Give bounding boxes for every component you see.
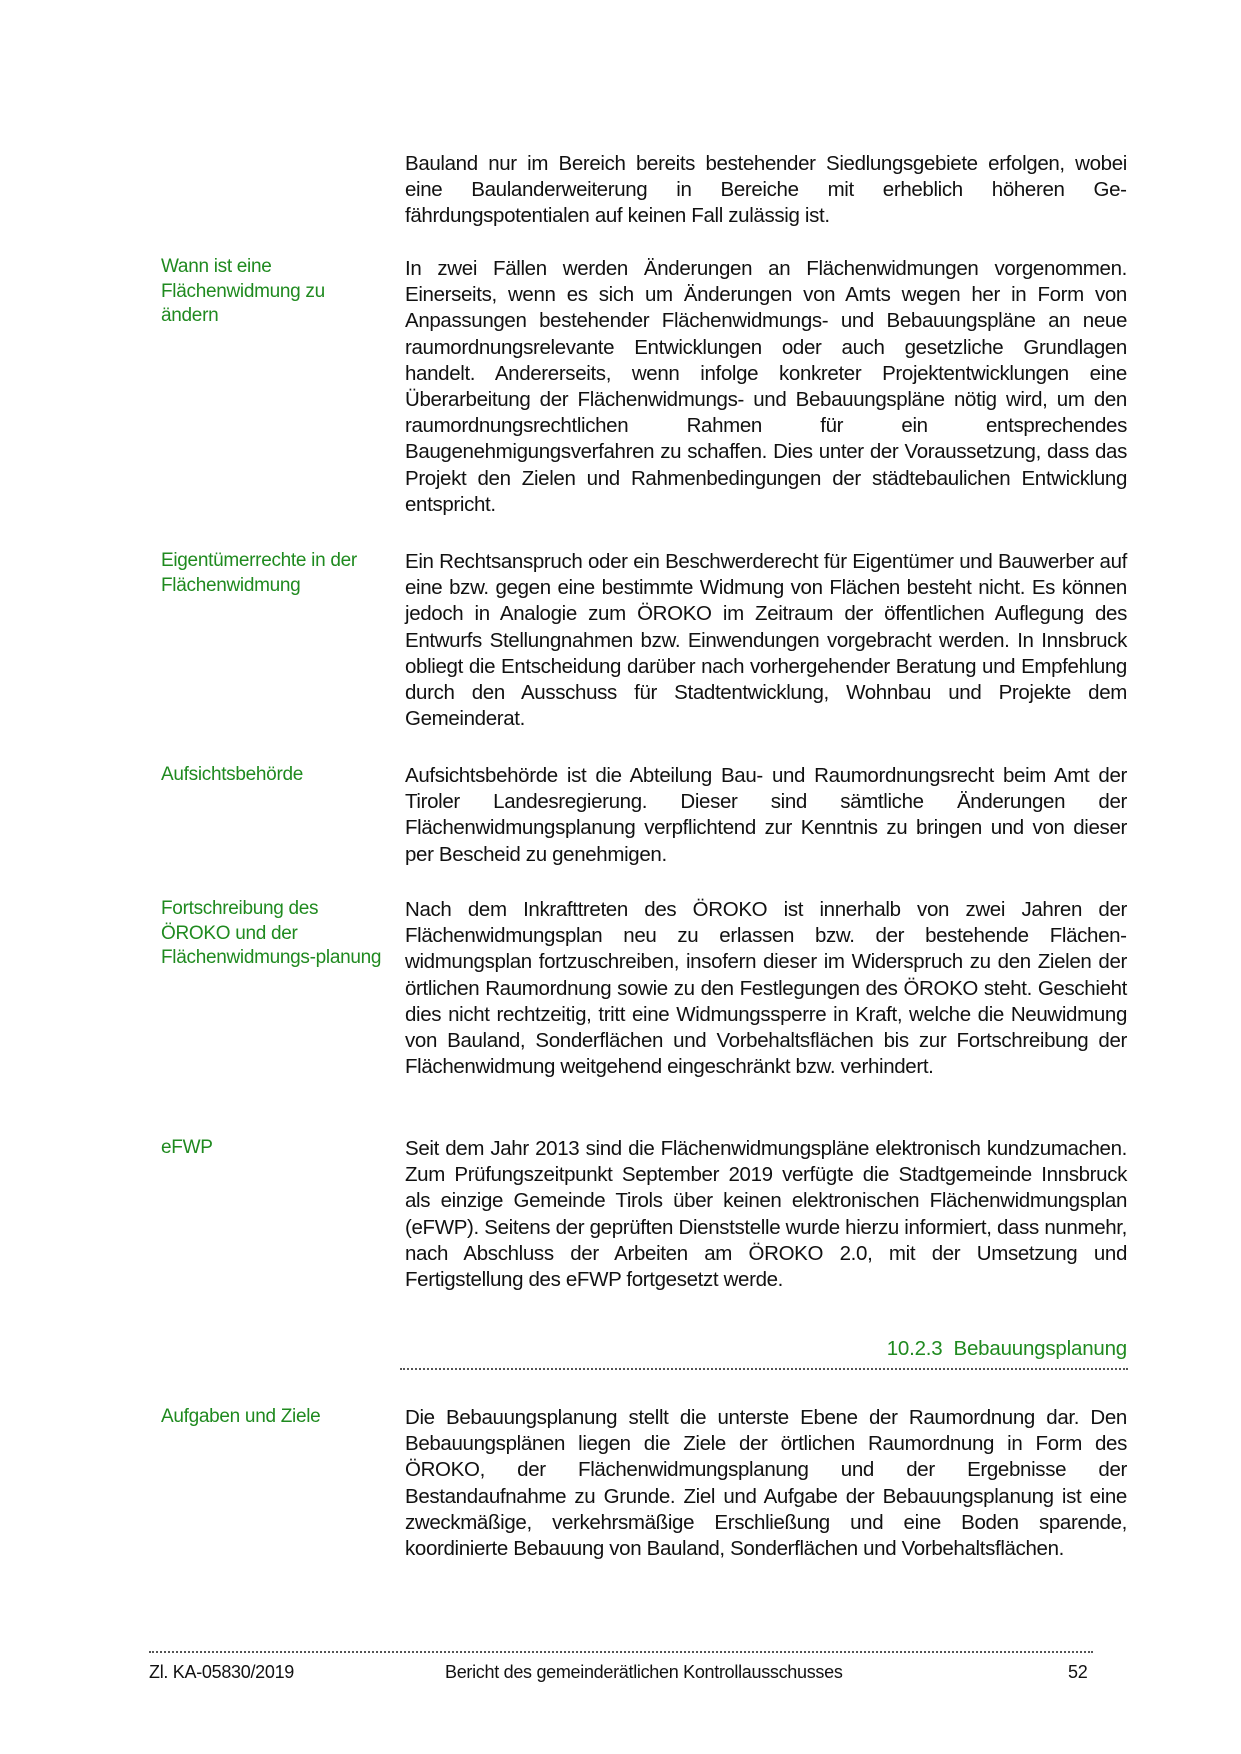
sidenote-eigentuemerrechte: Eigentümerrechte in der Flächenwidmung xyxy=(161,550,357,596)
paragraph-fortschreibung: Nach dem Inkrafttreten des ÖROKO ist innerhalb von zwei Jahren der Flächenwidmungsplan neu zu erlassen bzw. der bestehende Flächenwidmungsplan fortzuschreiben, insofern dieser im Widerspruch zu den Zielen der örtlichen Raumordnung sowie zu den Festlegungen des ÖROKO steht. Geschieht dies nicht rechtzeitig, tritt eine Widmungssperre in Kraft, welche die Neuwidmung von Bauland, Sonderflächen und Vorbehaltsflächen bis zur Fortschreibung der Flächenwidmung weitgehend eingeschränkt bzw. verhindert. xyxy=(405,898,1127,1079)
paragraph-continuation: Bauland nur im Bereich bereits bestehender Siedlungsgebiete erfolgen, wobei eine Baulanderweiterung in Bereiche mit erheblich höheren Gefährdungspotentialen auf keinen Fall zulässig ist. xyxy=(405,152,1127,228)
sidenote-aufsichtsbehoerde: Aufsichtsbehörde xyxy=(161,764,304,785)
paragraph-wann-aendern: In zwei Fällen werden Änderungen an Flächenwidmungen vorgenommen. Einerseits, wenn es sich um Änderungen von Amts wegen her in Form von Anpassungen bestehender Flächenwidmungs- und Bebauungspläne an neue raumordnungsrelevante Entwicklungen oder auch gesetzliche Grundlagen handelt. Andererseits, wenn infolge konkreter Projektentwicklungen eine Überarbeitung der Flächenwidmungs- und Bebauungspläne nötig wird, um den raumordnungsrechtlichen Rahmen für ein entsprechendes Baugenehmigungsverfahren zu schaffen. Dies unter der Voraussetzung, dass das Projekt den Zielen und Rahmenbedingungen der städtebaulichen Entwicklung entspricht. xyxy=(405,257,1127,516)
paragraph-aufsichtsbehoerde: Aufsichtsbehörde ist die Abteilung Bau- und Raumordnungsrecht beim Amt der Tiroler Landesregierung. Dieser sind sämtliche Änderungen der Flächenwidmungsplanung verpflichtend zur Kenntnis zu bringen und von dieser per Bescheid zu genehmigen. xyxy=(405,764,1127,866)
paragraph-aufgaben-ziele: Die Bebauungsplanung stellt die unterste Ebene der Raumordnung dar. Den Bebauungsplänen liegen die Ziele der örtlichen Raumordnung in Form des ÖROKO, der Flächenwidmungsplanung und der Ergebnisse der Bestandaufnahme zu Grunde. Ziel und Aufgabe der Bebauungsplanung ist eine zweckmäßige, verkehrsmäßige Erschließung und eine Boden sparende, koordinierte Bebauung von Bauland, Sonderflächen und Vorbehaltsflächen. xyxy=(405,1406,1127,1561)
section-heading xyxy=(405,1337,1127,1361)
footer-reference: Zl. KA-05830/2019 xyxy=(149,1662,294,1682)
footer-title: Bericht des gemeinderätlichen Kontrollausschusses xyxy=(445,1662,843,1682)
section-title: Bebauungsplanung xyxy=(953,1337,1127,1360)
sidenote-aufgaben-ziele: Aufgaben und Ziele xyxy=(161,1406,321,1427)
sidenote-fortschreibung: Fortschreibung des ÖROKO und der Flächenwidmungs-planung xyxy=(161,898,382,968)
heading-divider xyxy=(400,1368,1128,1370)
paragraph-eigentuemerrechte: Ein Rechtsanspruch oder ein Beschwerderecht für Eigentümer und Bauwerber auf eine bzw. gegen eine bestimmte Widmung von Flächen besteht nicht. Es können jedoch in Analogie zum ÖROKO im Zeitraum der öffentlichen Auflegung des Entwurfs Stellungnahmen bzw. Einwendungen vorgebracht werden. In Innsbruck obliegt die Entscheidung darüber nach vorhergehender Beratung und Empfehlung durch den Ausschuss für Stadtentwicklung, Wohnbau und Projekte dem Gemeinderat. xyxy=(405,550,1127,731)
sidenote-efwp: eFWP xyxy=(161,1137,213,1158)
sidenote-wann-aendern: Wann ist eine Flächenwidmung zu ändern xyxy=(161,256,325,326)
page-number: 52 xyxy=(1068,1662,1088,1682)
section-number: 10.2.3 xyxy=(886,1337,943,1360)
paragraph-efwp: Seit dem Jahr 2013 sind die Flächenwidmungspläne elektronisch kundzumachen. Zum Prüfungszeitpunkt September 2019 verfügte die Stadtgemeinde Innsbruck als einzige Gemeinde Tirols über keinen elektronischen Flächenwidmungsplan (eFWP). Seitens der geprüften Dienststelle wurde hierzu informiert, dass nunmehr, nach Abschluss der Arbeiten am ÖROKO 2.0, mit der Umsetzung und Fertigstellung des eFWP fortgesetzt werde. xyxy=(405,1137,1127,1292)
footer-divider xyxy=(149,1651,1093,1653)
